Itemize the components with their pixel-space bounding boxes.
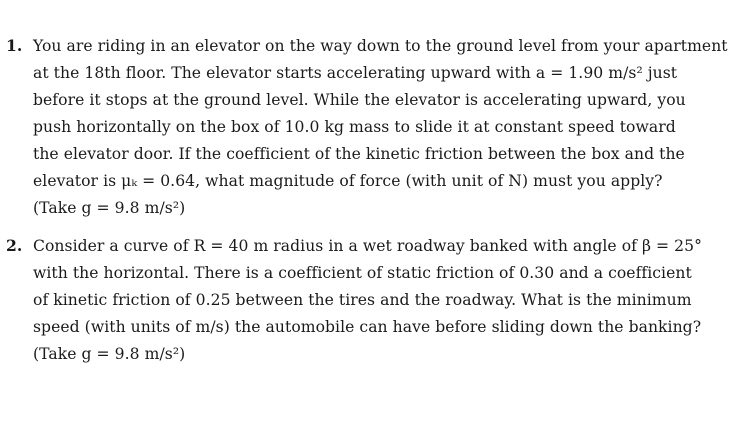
problem-number: 2. bbox=[6, 236, 23, 255]
problem-text-line: at the 18th floor. The elevator starts accelerating upward with a = 1.90 m/s² just bbox=[33, 64, 678, 82]
problem-text-line: (Take g = 9.8 m/s²) bbox=[33, 199, 186, 217]
problem-text-line: before it stops at the ground level. While the elevator is accelerating upward, you bbox=[33, 91, 686, 109]
problem-text-line: push horizontally on the box of 10.0 kg mass to slide it at constant speed toward bbox=[33, 118, 676, 136]
problem-number: 1. bbox=[6, 36, 23, 55]
problem-text-line: with the horizontal. There is a coefficient of static friction of 0.30 and a coefficient bbox=[33, 264, 692, 282]
problem-text-line: elevator is μₖ = 0.64, what magnitude of force (with unit of N) must you apply? bbox=[33, 172, 663, 190]
problem-text-line: (Take g = 9.8 m/s²) bbox=[33, 345, 186, 363]
problem-text-line: You are riding in an elevator on the way down to the ground level from your apartment bbox=[33, 37, 728, 55]
problem-text-line: of kinetic friction of 0.25 between the tires and the roadway. What is the minimum bbox=[33, 291, 692, 309]
problem-text-line: speed (with units of m/s) the automobile can have before sliding down the banking? bbox=[33, 318, 702, 336]
problem-text-line: Consider a curve of R = 40 m radius in a wet roadway banked with angle of β = 25° bbox=[33, 237, 702, 255]
problem-text-line: the elevator door. If the coefficient of the kinetic friction between the box and the bbox=[33, 145, 685, 163]
